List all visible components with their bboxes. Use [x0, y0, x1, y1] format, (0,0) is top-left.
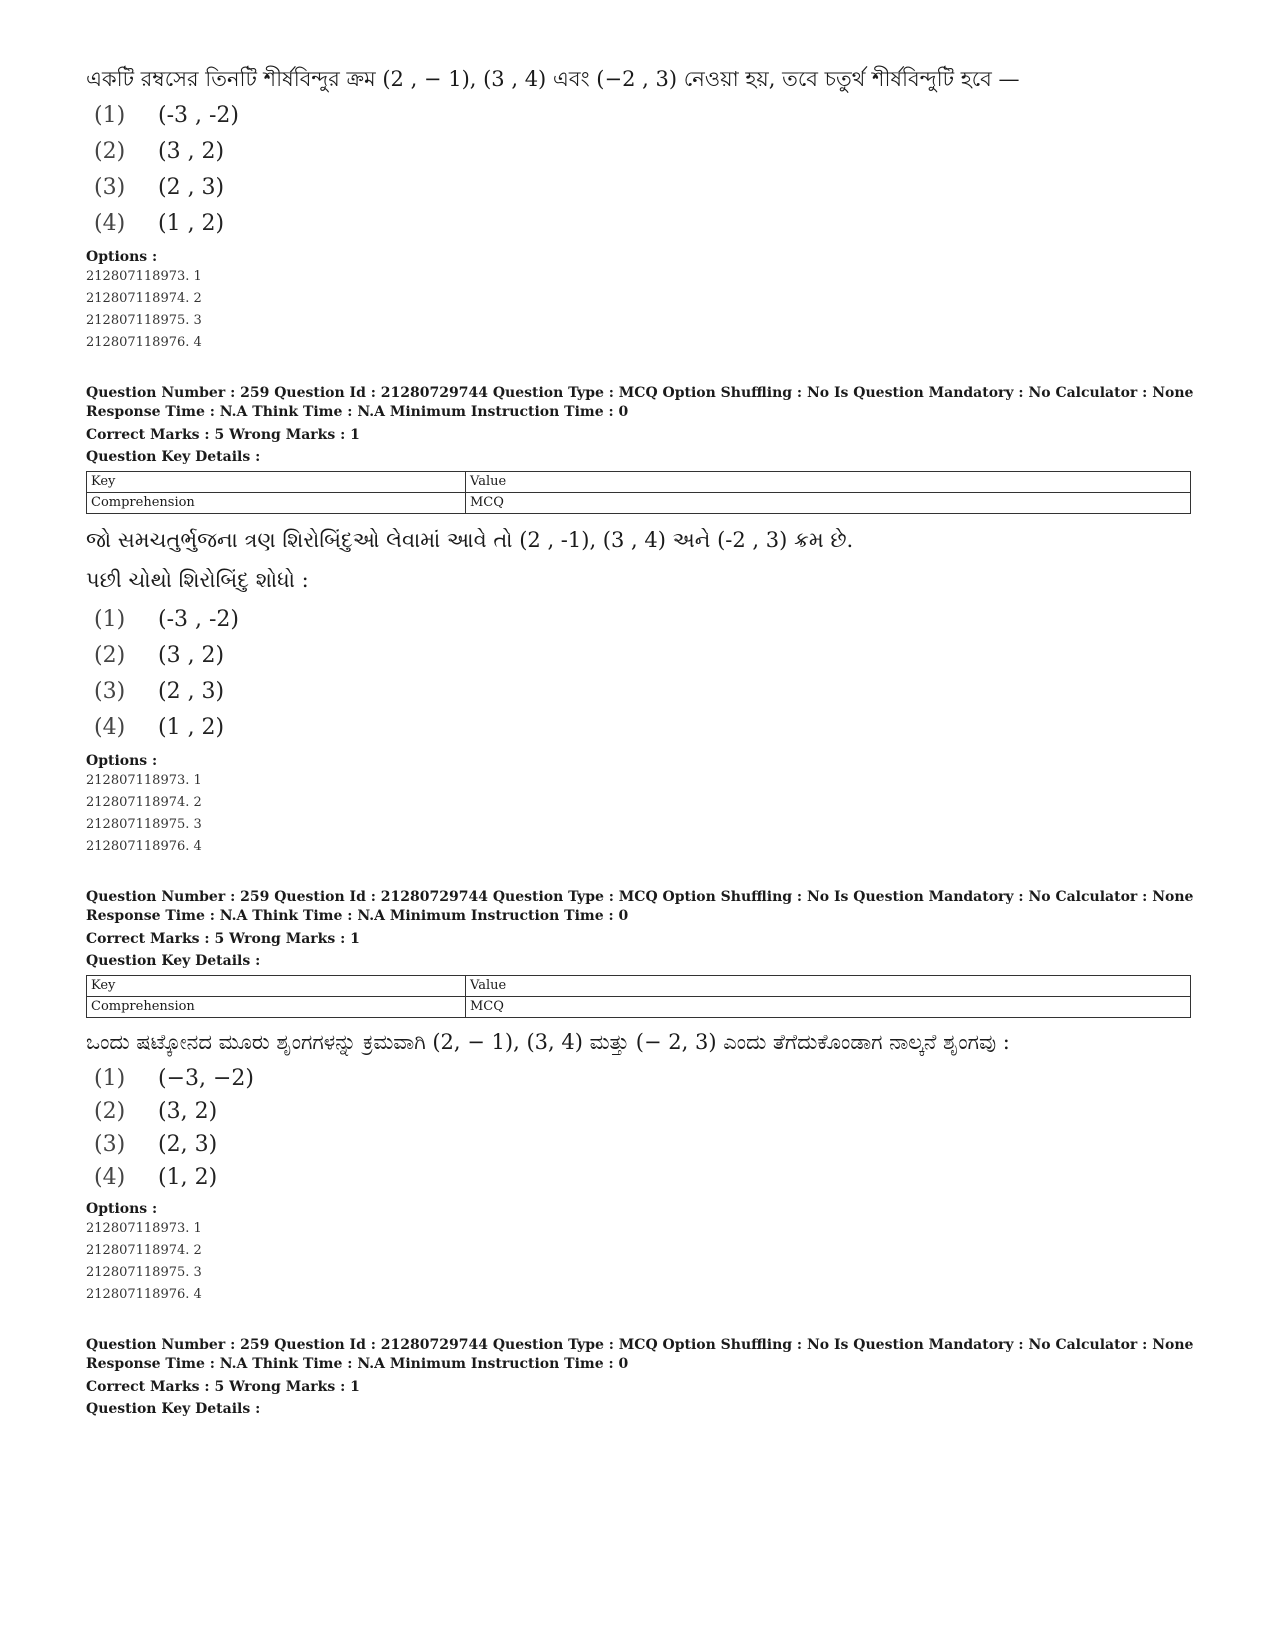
table-cell: MCQ: [466, 493, 1191, 514]
question-meta: [86, 1336, 1194, 1421]
answer-option: (1) (-3 , -2): [94, 103, 240, 128]
meta-line: Response Time : N.A Think Time : N.A Minimum Instruction Time : 0: [86, 1356, 629, 1372]
meta-line: Question Number : 259 Question Id : 21280729744 Question Type : MCQ Option Shuffling : No Is Question Mandatory : No Calculator : None: [86, 1337, 1194, 1353]
key-details-label: Question Key Details :: [86, 449, 261, 465]
table-cell: Comprehension: [87, 493, 466, 514]
question-meta: [86, 384, 1194, 469]
table-cell: Comprehension: [87, 997, 466, 1018]
answer-option: (4) (1 , 2): [94, 211, 225, 236]
key-value-table: [86, 471, 1191, 514]
answer-options: [86, 98, 1191, 242]
table-cell: Key: [87, 976, 466, 997]
answer-option: (3) (2, 3): [94, 1132, 218, 1157]
key-details-label: Question Key Details :: [86, 953, 261, 969]
answer-options: [86, 602, 1191, 746]
answer-option: (4) (1, 2): [94, 1165, 218, 1190]
options-label: Options :: [86, 753, 158, 769]
option-id: 212807118976. 4: [86, 335, 202, 350]
table-row: [87, 997, 1191, 1018]
table-cell: MCQ: [466, 997, 1191, 1018]
answer-option: (2) (3 , 2): [94, 643, 225, 668]
table-row: [87, 976, 1191, 997]
answer-option: (1) (−3, −2): [94, 1066, 255, 1091]
option-id: 212807118975. 3: [86, 817, 202, 832]
option-id: 212807118975. 3: [86, 313, 202, 328]
option-id: 212807118974. 2: [86, 1243, 202, 1258]
question-text: પછી ચોથો શિરોબિંદુ શોધો :: [86, 568, 309, 592]
document-page: [86, 62, 1194, 1421]
answer-option: (1) (-3 , -2): [94, 607, 240, 632]
question-block-next: [86, 1336, 1194, 1421]
answer-option: (4) (1 , 2): [94, 715, 225, 740]
meta-line: Question Number : 259 Question Id : 21280729744 Question Type : MCQ Option Shuffling : No Is Question Mandatory : No Calculator : None: [86, 889, 1194, 905]
option-id: 212807118974. 2: [86, 291, 202, 306]
option-id: 212807118973. 1: [86, 269, 202, 284]
meta-line: Response Time : N.A Think Time : N.A Minimum Instruction Time : 0: [86, 404, 629, 420]
question-block-kannada: [86, 888, 1194, 1306]
question-text: ಒಂದು ಷಟ್ಕೋನದ ಮೂರು ಶೃಂಗಗಳನ್ನು ಕ್ರಮವಾಗಿ (2, − 1), (3, 4) ಮತ್ತು (− 2, 3) ಎಂದು ತೆಗೆದುಕೊಂಡಾಗ ನಾಲ್ಕನೆ ಶೃಂಗವು :: [86, 1030, 1010, 1054]
options-label: Options :: [86, 1201, 158, 1217]
option-id: 212807118976. 4: [86, 1287, 202, 1302]
key-value-table: [86, 975, 1191, 1018]
table-cell: Value: [466, 472, 1191, 493]
answer-option: (2) (3, 2): [94, 1099, 218, 1124]
answer-options: [86, 1062, 1191, 1194]
table-cell: Key: [87, 472, 466, 493]
meta-line: Correct Marks : 5 Wrong Marks : 1: [86, 1379, 360, 1395]
table-row: [87, 472, 1191, 493]
question-block-gujarati: [86, 384, 1194, 858]
meta-line: Question Number : 259 Question Id : 21280729744 Question Type : MCQ Option Shuffling : No Is Question Mandatory : No Calculator : None: [86, 385, 1194, 401]
question-text: જો સમચતુર્ભુજના ત્રણ શિરોબિંદુઓ લેવામાં આવે તો (2 , -1), (3 , 4) અને (-2 , 3) ક્રમ છે.: [86, 528, 854, 552]
table-row: [87, 493, 1191, 514]
meta-line: Correct Marks : 5 Wrong Marks : 1: [86, 427, 360, 443]
key-details-label: Question Key Details :: [86, 1401, 261, 1417]
question-block-bengali: [86, 62, 1191, 354]
answer-option: (3) (2 , 3): [94, 679, 225, 704]
table-cell: Value: [466, 976, 1191, 997]
options-label: Options :: [86, 249, 158, 265]
option-id: 212807118973. 1: [86, 1221, 202, 1236]
option-id: 212807118975. 3: [86, 1265, 202, 1280]
meta-line: Correct Marks : 5 Wrong Marks : 1: [86, 931, 360, 947]
option-id: 212807118973. 1: [86, 773, 202, 788]
question-meta: [86, 888, 1194, 973]
question-text: একটি রম্বসের তিনটি শীর্ষবিন্দুর ক্রম (2 , − 1), (3 , 4) এবং (−2 , 3) নেওয়া হয়, তবে চতুর্থ শীর্ষবিন্দুটি হবে —: [86, 67, 1020, 91]
option-id: 212807118974. 2: [86, 795, 202, 810]
option-id: 212807118976. 4: [86, 839, 202, 854]
answer-option: (3) (2 , 3): [94, 175, 225, 200]
meta-line: Response Time : N.A Think Time : N.A Minimum Instruction Time : 0: [86, 908, 629, 924]
answer-option: (2) (3 , 2): [94, 139, 225, 164]
